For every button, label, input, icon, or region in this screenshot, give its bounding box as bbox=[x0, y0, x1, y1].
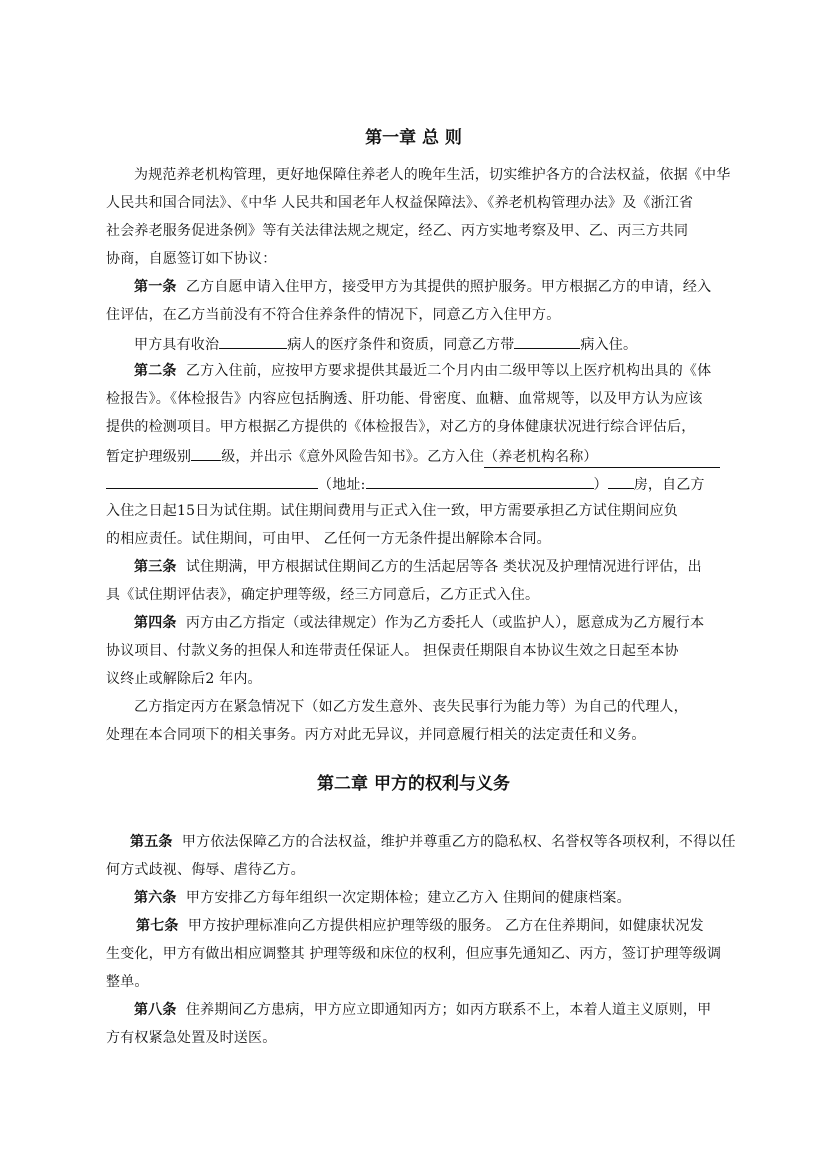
article-1-line-2: 住评估，在乙方当前没有不符合住养条件的情况下，同意乙方入住甲方。 bbox=[106, 307, 561, 323]
article-5-line-2: 何方式歧视、侮辱、虐待乙方。 bbox=[106, 862, 305, 878]
article-1-line-3 bbox=[134, 333, 637, 355]
article-7-text-1: 甲方按护理标准向乙方提供相应护理等级的服务。 乙方在住养期间，如健康状况发 bbox=[187, 918, 704, 934]
article-4-line-1 bbox=[134, 613, 704, 633]
article-4-text-1: 丙方由乙方指定（或法律规定）作为乙方委托人（或监护人），愿意成为乙方履行本 bbox=[185, 615, 705, 631]
article-2-line-4 bbox=[106, 445, 720, 468]
article-2-line-2: 检报告》。《体检报告》内容应包括胸透、肝功能、骨密度、血糖、血常规等，以及甲方认为应该 bbox=[106, 391, 703, 407]
article-1-text-1: 乙方自愿申请入住甲方，接受甲方为其提供的照护服务。甲方根据乙方的申请，经入 bbox=[185, 279, 712, 295]
intro-line-2: 人民共和国合同法》、《中华 人民共和国老年人权益保障法》、《养老机构管理办法》及《浙江省 bbox=[106, 195, 694, 211]
intro-line-1: 为规范养老机构管理，更好地保障住养老人的晚年生活，切实维护各方的合法权益，依据《中华 bbox=[134, 167, 731, 183]
article-7-label: 第七条 bbox=[136, 918, 179, 934]
blank-disease-2[interactable] bbox=[514, 333, 580, 349]
blank-care-level[interactable] bbox=[191, 445, 221, 461]
article-4-label: 第四条 bbox=[134, 615, 177, 631]
intro-line-3: 社会养老服务促进条例》等有关法律法规之规定，经乙、丙方实地考察及甲、乙、丙三方共同 bbox=[106, 223, 689, 239]
article-8-line-1 bbox=[134, 1000, 711, 1020]
article-2-line-3: 提供的检测项目。甲方根据乙方提供的《体检报告》，对乙方的身体健康状况进行综合评估后， bbox=[106, 419, 696, 435]
article-4-line-3: 议终止或解除后2 年内。 bbox=[106, 671, 262, 687]
blank-disease-1[interactable] bbox=[219, 333, 287, 349]
article-5-line-1 bbox=[130, 832, 736, 852]
article-1-label: 第一条 bbox=[134, 279, 177, 295]
article-7-line-2: 生变化，甲方有做出相应调整其 护理等级和床位的权利，但应事先通知乙、丙方，签订护理等级调 bbox=[106, 946, 722, 962]
article-6-line-1 bbox=[134, 888, 631, 908]
article-3-line-1 bbox=[134, 557, 702, 577]
institution-name-hint: （养老机构名称） bbox=[484, 449, 598, 465]
article-2-text-5b: ） bbox=[593, 477, 608, 493]
article-2-text-5a: （地址: bbox=[318, 477, 366, 493]
article-7-line-3: 整单。 bbox=[106, 974, 149, 990]
chapter-2-title: 第二章 甲方的权利与义务 bbox=[317, 774, 510, 794]
article-2-text-5c: 房，自乙方 bbox=[633, 477, 705, 493]
article-2-label: 第二条 bbox=[134, 363, 177, 379]
article-8-label: 第八条 bbox=[134, 1002, 177, 1018]
article-3-label: 第三条 bbox=[134, 559, 177, 575]
article-4-line-4: 乙方指定丙方在紧急情况下（如乙方发生意外、丧失民事行为能力等）为自己的代理人， bbox=[134, 699, 688, 715]
blank-room[interactable] bbox=[608, 473, 634, 489]
blank-address[interactable] bbox=[366, 473, 594, 489]
article-1-text-3b: 病人的医疗条件和资质，同意乙方带 bbox=[287, 337, 515, 353]
article-3-text-1: 试住期满，甲方根据试住期间乙方的生活起居等各 类状况及护理情况进行评估，出 bbox=[185, 559, 702, 575]
article-2-line-6: 入住之日起15日为试住期。试住期间费用与正式入住一致，甲方需要承担乙方试住期间应负 bbox=[106, 503, 679, 519]
article-2-text-1: 乙方入住前，应按甲方要求提供其最近二个月内由二级甲等以上医疗机构出具的《体 bbox=[185, 363, 712, 379]
article-6-text-1: 甲方安排乙方每年组织一次定期体检；建立乙方入 住期间的健康档案。 bbox=[185, 890, 631, 906]
article-3-line-2: 具《试住期评估表》，确定护理等级，经三方同意后，乙方正式入住。 bbox=[106, 587, 540, 603]
article-2-text-4b: 级，并出示《意外风险告知书》。乙方入住 bbox=[221, 449, 485, 465]
article-1-text-3c: 病入住。 bbox=[580, 337, 638, 353]
blank-institution-name-cont[interactable] bbox=[106, 473, 318, 489]
article-8-line-2: 方有权紧急处置及时送医。 bbox=[106, 1030, 277, 1046]
article-4-line-5: 处理在本合同项下的相关事务。丙方对此无异议，并同意履行相关的法定责任和义务。 bbox=[106, 727, 646, 743]
article-1-text-3a: 甲方具有收治 bbox=[134, 337, 220, 353]
article-7-line-1 bbox=[136, 916, 704, 936]
article-5-label: 第五条 bbox=[130, 834, 173, 850]
article-5-text-1: 甲方依法保障乙方的合法权益，维护并尊重乙方的隐私权、名誉权等各项权利，不得以任 bbox=[181, 834, 736, 850]
article-1-line-1 bbox=[134, 277, 711, 297]
article-2-line-5 bbox=[106, 473, 705, 495]
chapter-1-title: 第一章 总 则 bbox=[365, 128, 462, 148]
intro-line-4: 协商，自愿签订如下协议： bbox=[106, 251, 277, 267]
article-2-line-7: 的相应责任。试住期间，可由甲、 乙任何一方无条件提出解除本合同。 bbox=[106, 531, 551, 547]
article-2-text-4a: 暂定护理级别 bbox=[106, 449, 192, 465]
article-8-text-1: 住养期间乙方患病，甲方应立即通知丙方；如丙方联系不上，本着人道主义原则，甲 bbox=[185, 1002, 712, 1018]
article-4-line-2: 协议项目、付款义务的担保人和连带责任保证人。 担保责任期限自本协议生效之日起至本协 bbox=[106, 643, 679, 659]
blank-institution-name[interactable] bbox=[484, 447, 720, 468]
article-2-line-1 bbox=[134, 361, 711, 381]
article-6-label: 第六条 bbox=[134, 890, 177, 906]
